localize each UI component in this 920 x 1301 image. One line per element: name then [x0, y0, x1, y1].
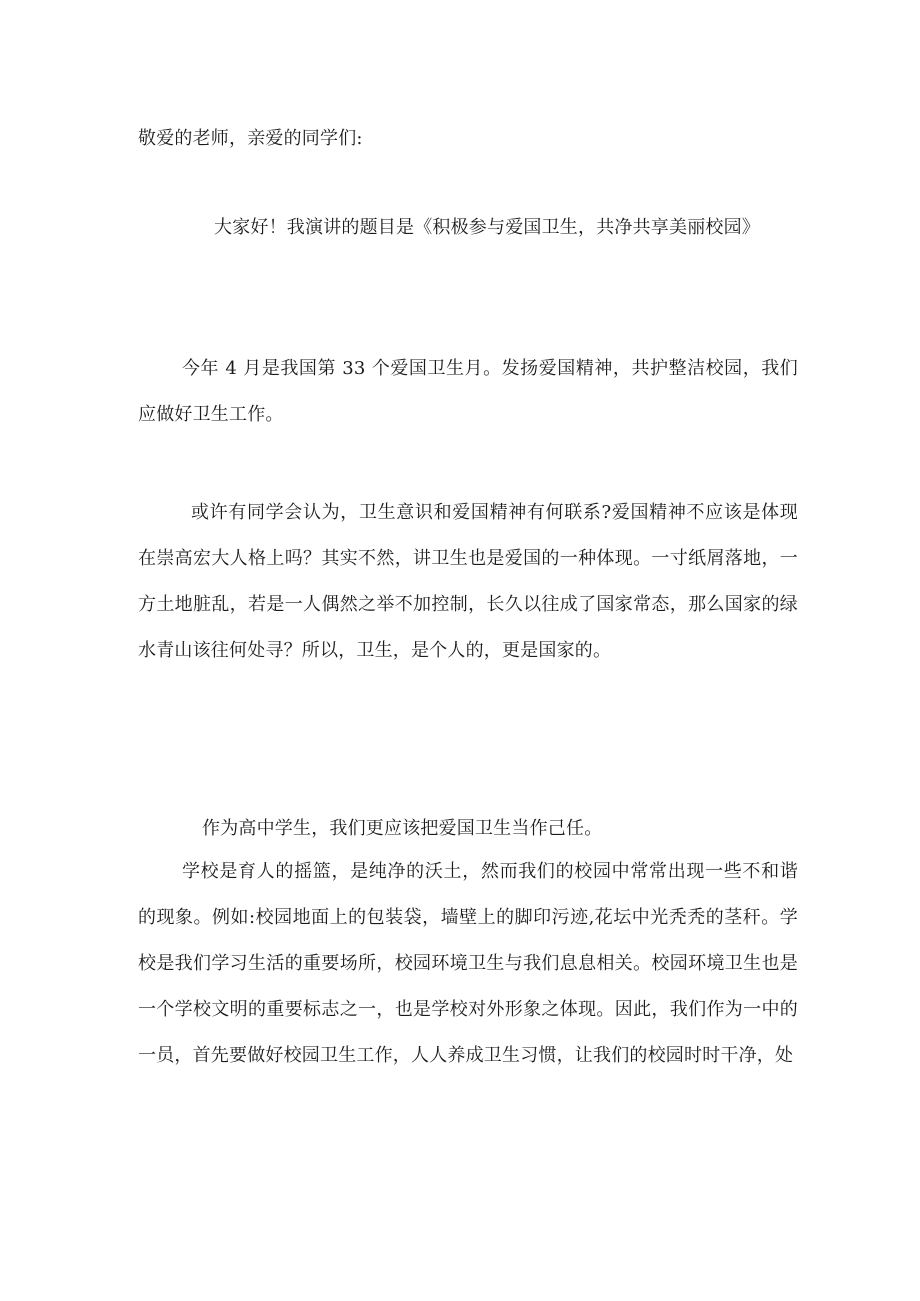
- salutation: 敬爱的老师，亲爱的同学们:: [138, 128, 363, 149]
- paragraph-responsibility: 作为高中学生，我们更应该把爱国卫生当作己任。: [202, 818, 603, 839]
- paragraph-campus: 学校是育人的摇篮，是纯净的沃土，然而我们的校园中常常出现一些不和谐的现象。例如:校园地面上的包装袋，墙壁上的脚印污迹,花坛中光秃秃的茎秆。学校是我们学习生活的重要场所，校园环境卫生与我们息息相关。校园环境卫生也是一个学校文明的重要标志之一，也是学校对外形象之体现。因此，我们作为一中的一员，首先要做好校园卫生工作，人人养成卫生习惯，让我们的校园时时干净，处: [138, 861, 798, 1066]
- paragraph-patriotism-link: 或许有同学会认为，卫生意识和爱国精神有何联系?爱国精神不应该是体现在崇高宏大人格上吗？其实不然，讲卫生也是爱国的一种体现。一寸纸屑落地，一方土地脏乱，若是一人偶然之举不加控制，长久以往成了国家常态，那么国家的绿水青山该往何处寻？所以，卫生，是个人的，更是国家的。: [138, 502, 798, 661]
- paragraph-hygiene-month: 今年 4 月是我国第 33 个爱国卫生月。发扬爱国精神，共护整洁校园，我们应做好卫生工作。: [138, 358, 798, 425]
- paragraph-greeting: 大家好！我演讲的题目是《积极参与爱国卫生，共净共享美丽校园》: [214, 217, 760, 238]
